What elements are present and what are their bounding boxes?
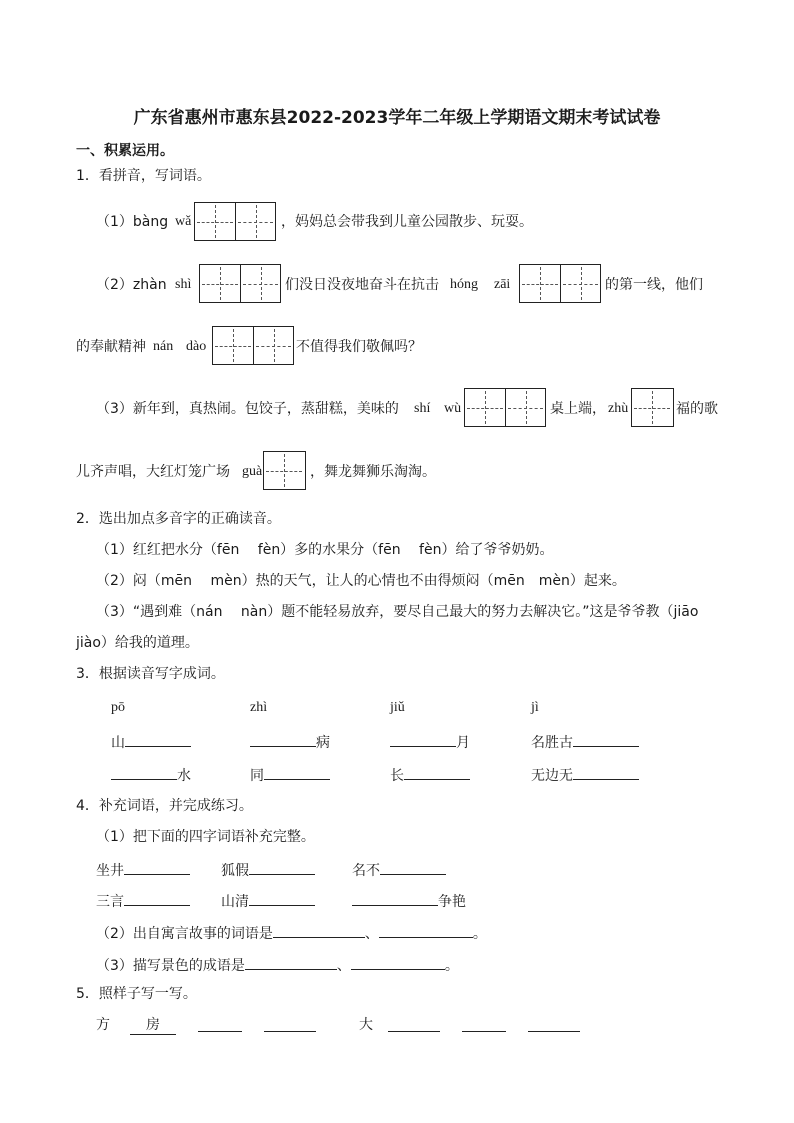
- q4-sub-1: （1）把下面的四字词语补充完整。: [96, 829, 315, 845]
- q1-item3-pinyin-4: guà: [242, 464, 263, 479]
- q3-word: 山: [111, 731, 191, 752]
- answer-boxes[interactable]: [464, 388, 546, 427]
- answer-boxes[interactable]: [199, 264, 281, 303]
- fill-blank[interactable]: [125, 731, 191, 747]
- q2-line-1: （1）红红把水分（fēn fèn）多的水果分（fēn fèn）给了爷爷奶奶。: [96, 542, 554, 558]
- fill-blank[interactable]: [404, 764, 470, 780]
- q1-item3-text-5: ，舞龙舞狮乐淘淘。: [310, 464, 436, 480]
- q1-item1-prefix: （1）bàng: [96, 214, 169, 230]
- answer-box[interactable]: [631, 388, 674, 427]
- fill-blank[interactable]: [380, 859, 446, 875]
- fill-blank[interactable]: [573, 731, 639, 747]
- fill-blank[interactable]: [198, 1030, 242, 1032]
- q3-word: 病: [250, 731, 330, 752]
- q1-item1-text: ，妈妈总会带我到儿童公园散步、玩耍。: [281, 214, 533, 230]
- q1-item3-text-4: 儿齐声唱，大红灯笼广场: [76, 464, 230, 480]
- fill-blank[interactable]: [528, 1030, 580, 1032]
- fill-blank[interactable]: [462, 1030, 506, 1032]
- q1-item2-pinyin: shì: [175, 277, 192, 292]
- answer-boxes[interactable]: [194, 202, 276, 241]
- q1-item2-text-4: 不值得我们敬佩吗？: [296, 339, 422, 355]
- q1-item2-pinyin-4: nán: [153, 339, 174, 354]
- answer-boxes[interactable]: [212, 326, 294, 365]
- fill-blank[interactable]: [264, 1030, 316, 1032]
- fill-blank[interactable]: [351, 954, 445, 970]
- q3-word: 名胜古: [531, 731, 639, 752]
- q1-item2-prefix: （2）zhàn: [96, 277, 167, 293]
- q1-item3-pinyin-2: wù: [444, 401, 462, 416]
- q5-example: 房: [130, 1016, 176, 1035]
- fill-blank[interactable]: [245, 954, 337, 970]
- q1-item2-pinyin-2: hóng: [450, 277, 478, 292]
- q3-pinyin: jì: [531, 700, 539, 715]
- q1-item2-text-2: 的第一线，他们: [605, 277, 703, 293]
- q1-item2-pinyin-5: dào: [186, 339, 207, 354]
- q4-word: 山清: [221, 890, 315, 911]
- q1-item3-text-2: 桌上端，: [550, 401, 606, 417]
- page-title: 广东省惠州市惠东县2022-2023学年二年级上学期语文期末考试试卷: [133, 108, 661, 128]
- q4-sub-3: （3）描写景色的成语是 、 。: [96, 954, 459, 975]
- q1-item2-text-3: 的奉献精神: [76, 339, 146, 355]
- q5-char: 方: [96, 1017, 110, 1033]
- answer-box[interactable]: [263, 451, 306, 490]
- fill-blank[interactable]: [388, 1030, 440, 1032]
- q3-word: 同: [250, 764, 330, 785]
- q1-item2-pinyin-3: zāi: [494, 277, 511, 292]
- fill-blank[interactable]: [573, 764, 639, 780]
- question-5-stem: 5．照样子写一写。: [76, 986, 197, 1002]
- q4-word: 名不: [352, 859, 446, 880]
- fill-blank[interactable]: [249, 859, 315, 875]
- q2-line-3: （3）“遇到难（nán nàn）题不能轻易放弃，要尽自己最大的努力去解决它。”这是爷爷教（jiāo: [96, 604, 699, 620]
- q4-word: 争艳: [352, 890, 466, 911]
- q1-item1-pinyin: wǎ: [175, 214, 192, 229]
- fill-blank[interactable]: [273, 922, 365, 938]
- question-2-stem: 2．选出加点多音字的正确读音。: [76, 511, 281, 527]
- q5-char: 大: [359, 1017, 373, 1033]
- q4-word: 三言: [96, 890, 190, 911]
- q3-word: 无边无: [531, 764, 639, 785]
- fill-blank[interactable]: [111, 764, 177, 780]
- q3-pinyin: zhì: [250, 700, 268, 715]
- fill-blank[interactable]: [390, 731, 456, 747]
- q3-word: 月: [390, 731, 470, 752]
- q2-line-2: （2）闷（mēn mèn）热的天气，让人的心情也不由得烦闷（mēn mèn）起来。: [96, 573, 626, 589]
- question-4-stem: 4．补充词语，并完成练习。: [76, 798, 253, 814]
- q4-word: 狐假: [221, 859, 315, 880]
- q4-sub-2: （2）出自寓言故事的词语是 、 。: [96, 922, 487, 943]
- fill-blank[interactable]: [250, 731, 316, 747]
- q3-pinyin: pō: [111, 700, 125, 715]
- q3-word: 长: [390, 764, 470, 785]
- q2-line-4: jiào）给我的道理。: [76, 635, 199, 651]
- q1-item3-text-3: 福的歌: [676, 401, 718, 417]
- q1-item3-pinyin-3: zhù: [608, 401, 629, 416]
- q3-pinyin: jiǔ: [390, 700, 405, 715]
- question-3-stem: 3．根据读音写字成词。: [76, 666, 225, 682]
- q3-word: 水: [111, 764, 191, 785]
- question-1-stem: 1．看拼音，写词语。: [76, 168, 211, 184]
- q4-word: 坐井: [96, 859, 190, 880]
- fill-blank[interactable]: [124, 859, 190, 875]
- fill-blank[interactable]: [379, 922, 473, 938]
- q1-item3-pinyin: shí: [414, 401, 431, 416]
- fill-blank[interactable]: [352, 890, 438, 906]
- answer-boxes[interactable]: [519, 264, 601, 303]
- q1-item3-text: （3）新年到，真热闹。包饺子，蒸甜糕，美味的: [96, 401, 399, 417]
- fill-blank[interactable]: [264, 764, 330, 780]
- fill-blank[interactable]: [249, 890, 315, 906]
- section-heading: 一、积累运用。: [76, 143, 174, 159]
- q1-item2-text: 们没日没夜地奋斗在抗击: [285, 277, 439, 293]
- fill-blank[interactable]: [124, 890, 190, 906]
